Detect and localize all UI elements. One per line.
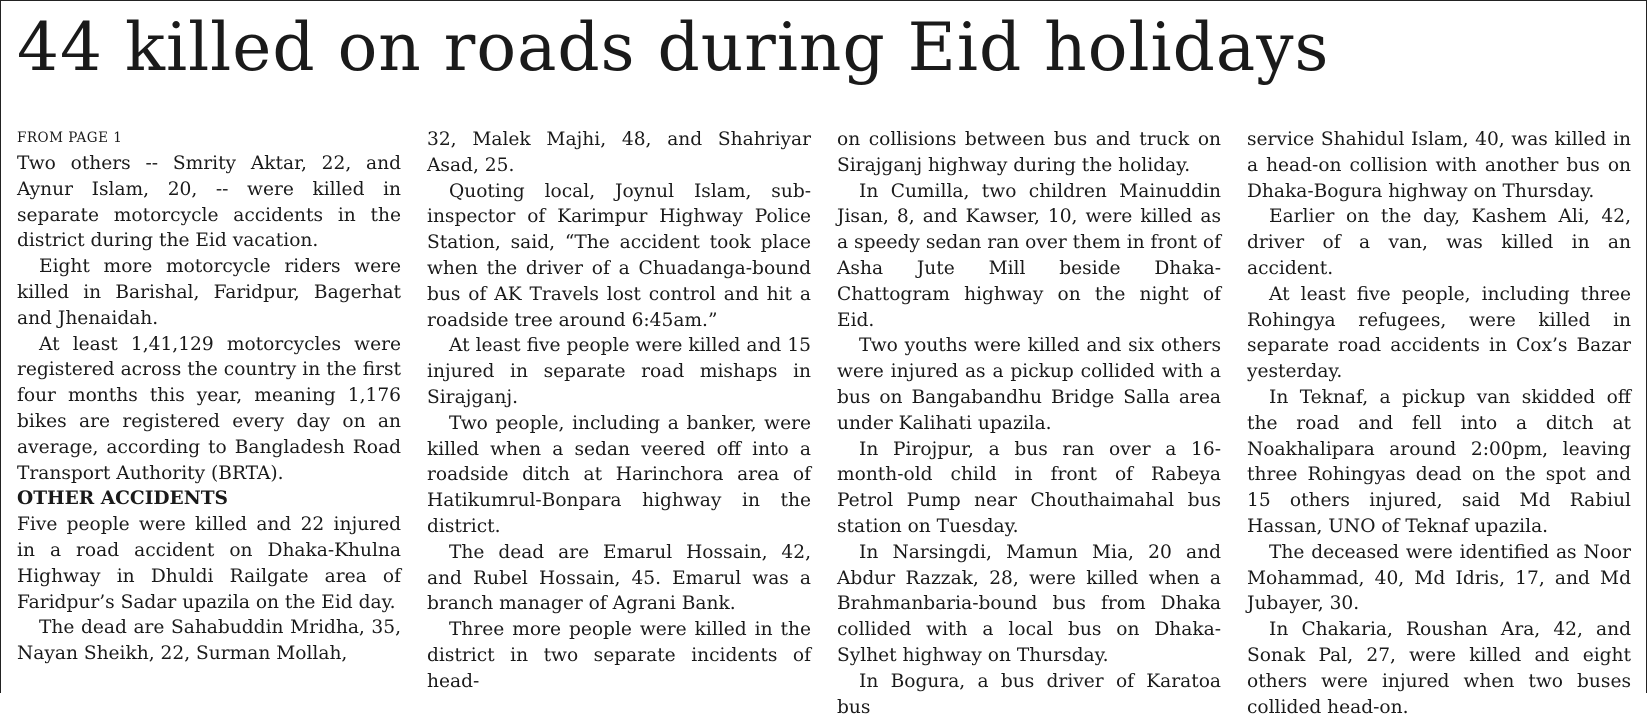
column-1 [17,127,401,720]
paragraph: on collisions between bus and truck on Sirajganj highway during the holiday. [837,129,1221,176]
paragraph: In Bogura, a bus driver of Karatoa bus [837,670,1221,718]
column-4 [1247,127,1631,720]
paragraph: The deceased were identified as Noor Mohammad, 40, Md Idris, 17, and Md Jubayer, 30. [1247,541,1631,615]
headline: 44 killed on roads during Eid holidays [17,9,1330,86]
paragraph: At least five people, including three Rohingya refugees, were killed in separate road accidents in Cox’s Bazar yesterday. [1247,283,1631,383]
paragraph: In Teknaf, a pickup van skidded off the road and fell into a ditch at Noakhalipara around 2:00pm, leaving three Rohingyas dead on the spot and 15 others injured, said Md Rabiul Hassan, UNO of Teknaf upazila. [1247,386,1631,537]
paragraph: Three more people were killed in the district in two separate incidents of head- [427,619,811,692]
subheading: OTHER ACCIDENTS [17,488,228,510]
paragraph: service Shahidul Islam, 40, was killed in a head-on collision with another bus on Dhaka-Bogura highway on Thursday. [1247,129,1631,202]
paragraph: Two people, including a banker, were killed when a sedan veered off into a roadside ditch at Harinchora area of Hatikumrul-Bonpara highway in the district. [427,412,811,537]
paragraph: At least five people were killed and 15 injured in separate road mishaps in Sirajganj. [427,335,811,408]
paragraph: At least 1,41,129 motorcycles were registered across the country in the first four months this year, meaning 1,176 bikes are registered every day on an average, according to Bangladesh Road Transport Authority (BRTA). [17,333,401,484]
kicker: FROM PAGE 1 [17,130,123,146]
column-3 [837,127,1221,720]
paragraph: Two others -- Smrity Aktar, 22, and Aynur Islam, 20, -- were killed in separate motorcycle accidents in the district during the Eid vacation. [17,153,401,252]
paragraph: Eight more motorcycle riders were killed in Barishal, Faridpur, Bagerhat and Jhenaidah. [17,256,401,329]
paragraph: In Cumilla, two children Mainuddin Jisan, 8, and Kawser, 10, were killed as a speedy sedan ran over them in front of Asha Jute Mill beside Dhaka-Chattogram highway on the night of Eid. [837,180,1221,331]
paragraph: Quoting local, Joynul Islam, sub-inspector of Karimpur Highway Police Station, said, “The accident took place when the driver of a Chuadanga-bound bus of AK Travels lost control and hit a roadside tree around 6:45am.” [427,180,811,331]
paragraph: Earlier on the day, Kashem Ali, 42, driver of a van, was killed in an accident. [1247,206,1631,279]
paragraph: In Pirojpur, a bus ran over a 16-month-old child in front of Rabeya Petrol Pump near Chouthaimahal bus station on Tuesday. [837,438,1221,537]
paragraph: Five people were killed and 22 injured in a road accident on Dhaka-Khulna Highway in Dhuldi Railgate area of Faridpur’s Sadar upazila on the Eid day. [17,514,401,613]
paragraph: The dead are Emarul Hossain, 42, and Rubel Hossain, 45. Emarul was a branch manager of Agrani Bank. [427,541,811,615]
paragraph: In Narsingdi, Mamun Mia, 20 and Abdur Razzak, 28, were killed when a Brahmanbaria-bound bus from Dhaka collided with a local bus on Dhaka-Sylhet highway on Thursday. [837,541,1221,666]
paragraph: 32, Malek Majhi, 48, and Shahriyar Asad, 25. [427,129,811,176]
article-columns [17,127,1637,720]
paragraph: Two youths were killed and six others were injured as a pickup collided with a bus on Bangabandhu Bridge Salla area under Kalihati upazila. [837,335,1221,434]
paragraph: In Chakaria, Roushan Ara, 42, and Sonak Pal, 27, were killed and eight others were injured when two buses collided head-on. [1247,619,1631,718]
column-2 [427,127,811,720]
paragraph: The dead are Sahabuddin Mridha, 35, Nayan Sheikh, 22, Surman Mollah, [17,617,401,665]
